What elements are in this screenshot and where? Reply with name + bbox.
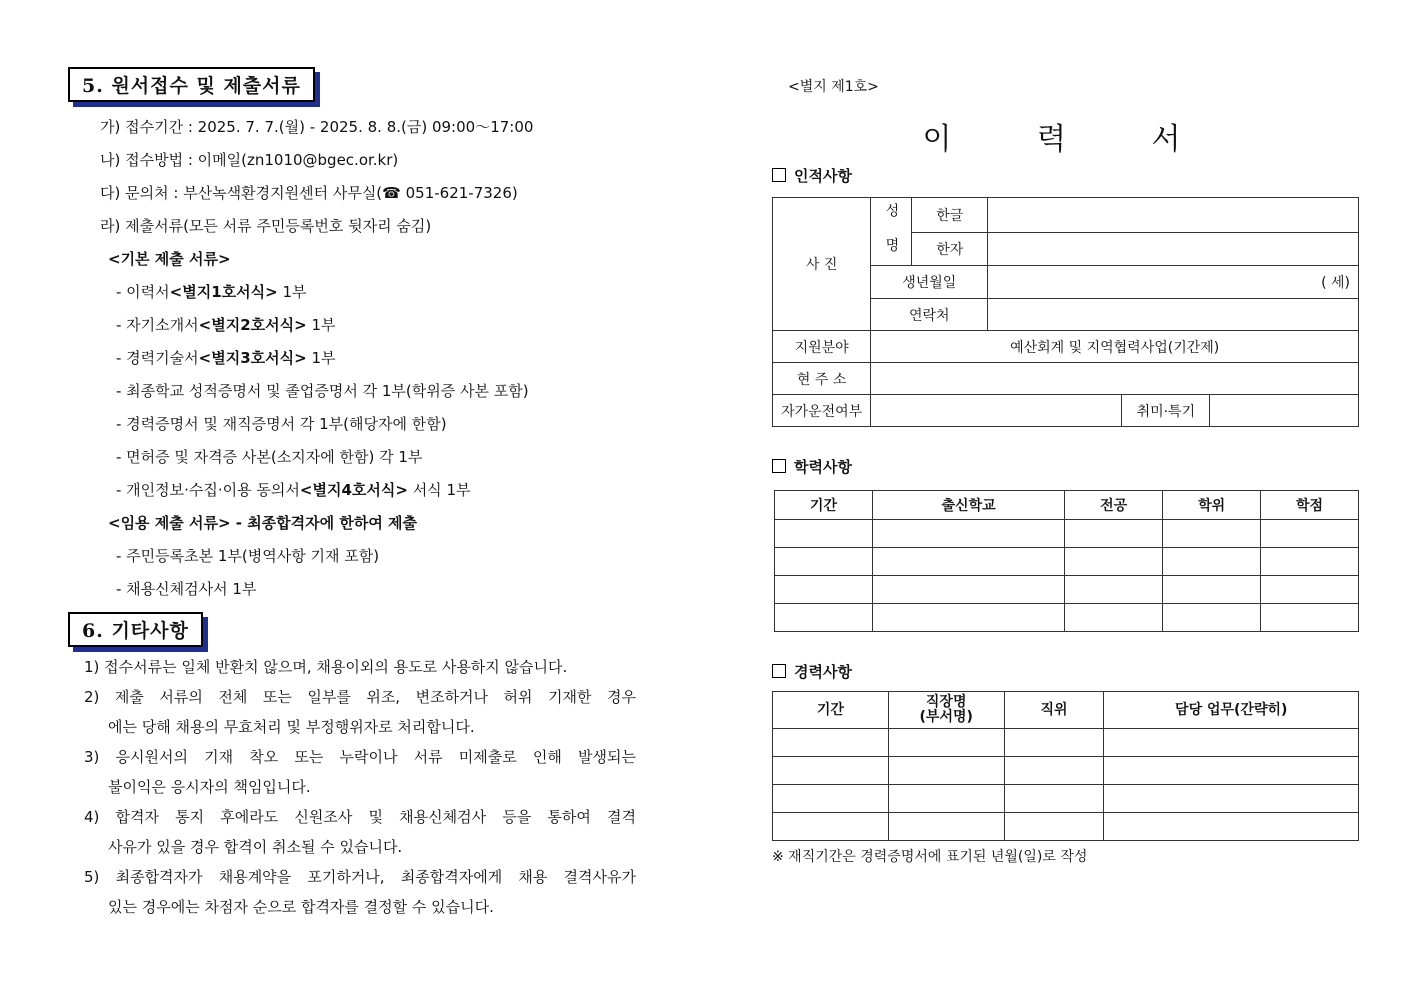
- edu-cell[interactable]: [775, 548, 873, 576]
- info-item: 다) 문의처 : 부산녹색환경지원센터 사무실(☎ 051-621-7326): [100, 184, 518, 202]
- section-6-title: 6. 기타사항: [68, 612, 203, 647]
- right-page: [700, 0, 1403, 992]
- korean-name-field[interactable]: [988, 198, 1359, 233]
- car-field[interactable]: [871, 395, 1122, 427]
- personal-table: [772, 197, 1359, 427]
- edu-cell[interactable]: [775, 576, 873, 604]
- career-header: 직위: [1004, 692, 1104, 729]
- career-cell[interactable]: [1104, 785, 1359, 813]
- edu-cell[interactable]: [872, 604, 1064, 632]
- name-label: 성 명: [871, 198, 912, 266]
- doc-item: - 자기소개서<별지2호서식> 1부: [116, 316, 336, 334]
- hobby-field[interactable]: [1210, 395, 1359, 427]
- table-row: [775, 604, 1359, 632]
- career-cell[interactable]: [888, 813, 1004, 841]
- table-row: [773, 757, 1359, 785]
- career-cell[interactable]: [1104, 729, 1359, 757]
- doc-item: - 채용신체검사서 1부: [116, 580, 257, 598]
- info-item: 라) 제출서류(모든 서류 주민등록번호 뒷자리 숨김): [100, 217, 432, 235]
- birth-field[interactable]: ( 세): [988, 266, 1359, 299]
- korean-label: 한글: [912, 198, 988, 233]
- edu-cell[interactable]: [1065, 604, 1163, 632]
- resume-title: 이 력 서: [922, 122, 1219, 157]
- edu-cell[interactable]: [1261, 576, 1359, 604]
- personal-heading: 인적사항: [772, 165, 852, 186]
- field-value: 예산회계 및 지역협력사업(기간제): [871, 331, 1359, 363]
- career-heading: 경력사항: [772, 661, 852, 682]
- career-header: 기간: [773, 692, 889, 729]
- form-number: <별지 제1호>: [788, 79, 879, 95]
- edu-header: 기간: [775, 491, 873, 520]
- hobby-label: 취미·특기: [1122, 395, 1210, 427]
- edu-header: 학점: [1261, 491, 1359, 520]
- photo-cell[interactable]: 사 진: [773, 198, 871, 331]
- note-line: 5) 최종합격자가 채용계약을 포기하거나, 최종합격자에게 채용 결격사유가: [84, 868, 636, 886]
- career-cell[interactable]: [773, 729, 889, 757]
- career-cell[interactable]: [773, 757, 889, 785]
- career-header: 직장명 (부서명): [888, 692, 1004, 729]
- education-heading: 학력사항: [772, 456, 852, 477]
- edu-cell[interactable]: [872, 520, 1064, 548]
- hire-docs-header: <임용 제출 서류> - 최종합격자에 한하여 제출: [108, 514, 418, 532]
- doc-item: - 경력증명서 및 재직증명서 각 1부(해당자에 한함): [116, 415, 447, 433]
- edu-cell[interactable]: [1065, 576, 1163, 604]
- career-cell[interactable]: [1004, 785, 1104, 813]
- edu-cell[interactable]: [1163, 604, 1261, 632]
- career-cell[interactable]: [1004, 757, 1104, 785]
- address-label: 현 주 소: [773, 363, 871, 395]
- career-cell[interactable]: [773, 813, 889, 841]
- note-line: 1) 접수서류는 일체 반환치 않으며, 채용이외의 용도로 사용하지 않습니다.: [84, 658, 568, 676]
- doc-item: - 주민등록초본 1부(병역사항 기재 포함): [116, 547, 380, 565]
- edu-cell[interactable]: [775, 520, 873, 548]
- edu-cell[interactable]: [872, 548, 1064, 576]
- hanja-name-field[interactable]: [988, 233, 1359, 266]
- table-row: [773, 785, 1359, 813]
- doc-item: - 개인정보·수집·이용 동의서<별지4호서식> 서식 1부: [116, 481, 471, 499]
- edu-cell[interactable]: [1163, 576, 1261, 604]
- career-cell[interactable]: [1104, 757, 1359, 785]
- edu-header: 출신학교: [872, 491, 1064, 520]
- note-line: 불이익은 응시자의 책임입니다.: [108, 778, 311, 796]
- table-row: [775, 576, 1359, 604]
- note-line: 4) 합격자 통지 후에라도 신원조사 및 채용신체검사 등을 통하여 결격: [84, 808, 636, 826]
- hanja-label: 한자: [912, 233, 988, 266]
- table-row: [773, 729, 1359, 757]
- basic-docs-header: <기본 제출 서류>: [108, 250, 231, 268]
- edu-header: 학위: [1163, 491, 1261, 520]
- career-cell[interactable]: [888, 785, 1004, 813]
- note-line: 3) 응시원서의 기재 착오 또는 누락이나 서류 미제출로 인해 발생되는: [84, 748, 636, 766]
- edu-cell[interactable]: [775, 604, 873, 632]
- career-cell[interactable]: [888, 729, 1004, 757]
- edu-cell[interactable]: [1261, 548, 1359, 576]
- footnote: ※ 재직기간은 경력증명서에 표기된 년월(일)로 작성: [772, 849, 1088, 865]
- career-cell[interactable]: [888, 757, 1004, 785]
- section-5-title: 5. 원서접수 및 제출서류: [68, 67, 315, 102]
- edu-cell[interactable]: [1065, 548, 1163, 576]
- edu-cell[interactable]: [1065, 520, 1163, 548]
- table-row: [773, 813, 1359, 841]
- checkbox-icon: [772, 168, 786, 182]
- edu-header: 전공: [1065, 491, 1163, 520]
- career-table: [772, 691, 1359, 841]
- career-cell[interactable]: [773, 785, 889, 813]
- contact-field[interactable]: [988, 299, 1359, 331]
- doc-item: - 경력기술서<별지3호서식> 1부: [116, 349, 336, 367]
- doc-item: - 이력서<별지1호서식> 1부: [116, 283, 307, 301]
- note-line: 사유가 있을 경우 합격이 취소될 수 있습니다.: [108, 838, 403, 856]
- left-page: [0, 0, 700, 992]
- edu-cell[interactable]: [1261, 604, 1359, 632]
- education-table: [774, 490, 1359, 632]
- info-item: 가) 접수기간 : 2025. 7. 7.(월) - 2025. 8. 8.(금) 09:00～17:00: [100, 118, 534, 136]
- edu-cell[interactable]: [1163, 520, 1261, 548]
- table-row: [775, 520, 1359, 548]
- career-cell[interactable]: [1104, 813, 1359, 841]
- edu-cell[interactable]: [1163, 548, 1261, 576]
- career-cell[interactable]: [1004, 729, 1104, 757]
- edu-cell[interactable]: [1261, 520, 1359, 548]
- doc-item: - 면허증 및 자격증 사본(소지자에 한함) 각 1부: [116, 448, 423, 466]
- note-line: 에는 당해 채용의 무효처리 및 부정행위자로 처리합니다.: [108, 718, 475, 736]
- career-cell[interactable]: [1004, 813, 1104, 841]
- career-header: 담당 업무(간략히): [1104, 692, 1359, 729]
- edu-cell[interactable]: [872, 576, 1064, 604]
- note-line: 있는 경우에는 차점자 순으로 합격자를 결정할 수 있습니다.: [108, 898, 494, 916]
- checkbox-icon: [772, 459, 786, 473]
- field-label: 지원분야: [773, 331, 871, 363]
- car-label: 자가운전여부: [773, 395, 871, 427]
- checkbox-icon: [772, 664, 786, 678]
- address-field[interactable]: [871, 363, 1359, 395]
- doc-item: - 최종학교 성적증명서 및 졸업증명서 각 1부(학위증 사본 포함): [116, 382, 529, 400]
- table-row: [775, 548, 1359, 576]
- note-line: 2) 제출 서류의 전체 또는 일부를 위조, 변조하거나 허위 기재한 경우: [84, 688, 636, 706]
- birth-label: 생년월일: [871, 266, 988, 299]
- contact-label: 연락처: [871, 299, 988, 331]
- info-item: 나) 접수방법 : 이메일(zn1010@bgec.or.kr): [100, 151, 399, 169]
